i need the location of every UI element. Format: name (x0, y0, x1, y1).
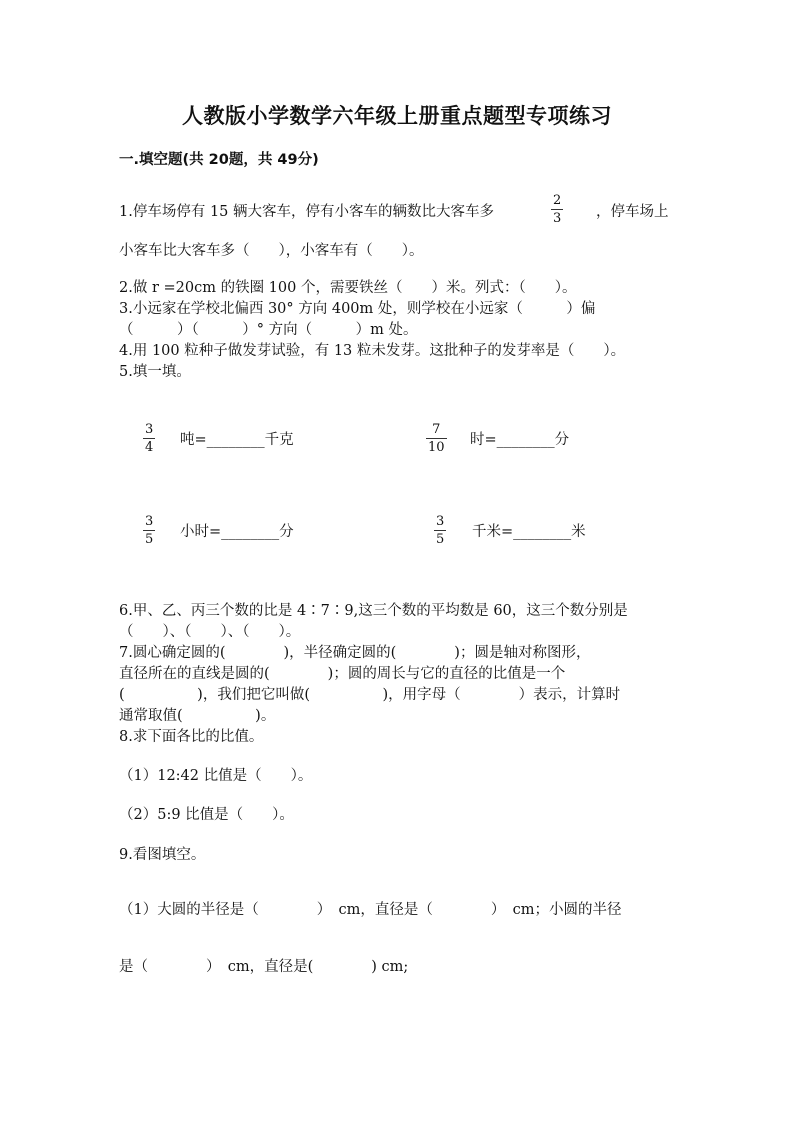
fraction-denominator: 5 (436, 532, 445, 547)
q4-text: 4.用 100 粒种子做发芽试验，有 13 粒未发芽。这批种子的发芽率是（ ）。 (119, 343, 626, 359)
q7-text-b: 直径所在的直线是圆的( )；圆的周长与它的直径的比值是一个 (119, 666, 566, 682)
q5-item3-fraction (143, 514, 155, 547)
q6-text-b: （ ）、（ ）、（ ）。 (119, 624, 301, 640)
page-title: 人教版小学数学六年级上册重点题型专项练习 (182, 103, 612, 128)
q5-item4-fraction (434, 514, 446, 547)
fraction-numerator: 3 (145, 422, 154, 437)
q1-text-b: ，停车场上 (596, 204, 669, 220)
fraction-denominator: 4 (145, 440, 154, 455)
q9-part1-line1: （1）大圆的半径是（ ） cm，直径是（ ） cm；小圆的半径 (119, 902, 622, 918)
q7-text-d: 通常取值( )。 (119, 708, 276, 724)
q7-text-a: 7.圆心确定圆的( )，半径确定圆的( )；圆是轴对称图形， (119, 645, 591, 661)
fraction-numerator: 3 (436, 514, 445, 529)
q8-part2: （2）5:9 比值是（ ）。 (119, 807, 294, 823)
q5-label: 5.填一填。 (119, 364, 191, 380)
q5-item3-text: 小时=________分 (180, 524, 294, 540)
q1-fraction (551, 193, 563, 226)
q8-part1: （1）12:42 比值是（ ）。 (119, 768, 313, 784)
q9-part1-line2: 是（ ） cm，直径是( ) cm; (119, 959, 409, 975)
q5-item2-text: 时=________分 (470, 432, 570, 448)
q5-item4-text: 千米=________米 (472, 524, 586, 540)
q2-text: 2.做 r =20cm 的铁圈 100 个，需要铁丝（ ）米。列式：（ ）。 (119, 280, 577, 296)
q6-text-a: 6.甲、乙、丙三个数的比是 4∶7∶9,这三个数的平均数是 60，这三个数分别是 (119, 603, 628, 619)
q9-label: 9.看图填空。 (119, 847, 206, 863)
q7-text-c: ( )，我们把它叫做( )，用字母（ ）表示，计算时 (119, 687, 621, 703)
q5-item1-text: 吨=________千克 (180, 432, 294, 448)
fraction-numerator: 3 (145, 514, 154, 529)
q5-item2-fraction (426, 422, 447, 455)
fraction-denominator: 10 (428, 440, 445, 455)
q8-label: 8.求下面各比的比值。 (119, 729, 264, 745)
fraction-numerator: 7 (432, 422, 441, 437)
fraction-denominator: 5 (145, 532, 154, 547)
q1-fraction-numerator: 2 (553, 193, 562, 208)
q1-text-c: 小客车比大客车多（ ），小客车有（ ）。 (119, 243, 424, 259)
q3-text-b: （ ）（ ）° 方向（ ）m 处。 (119, 322, 418, 338)
q5-item1-fraction (143, 422, 155, 455)
q1-text-a: 1.停车场停有 15 辆大客车，停有小客车的辆数比大客车多 (119, 204, 495, 220)
section-heading: 一.填空题(共 20题，共 49分) (119, 152, 319, 168)
q1-fraction-denominator: 3 (553, 211, 562, 226)
q3-text-a: 3.小远家在学校北偏西 30° 方向 400m 处，则学校在小远家（ ）偏 (119, 301, 596, 317)
